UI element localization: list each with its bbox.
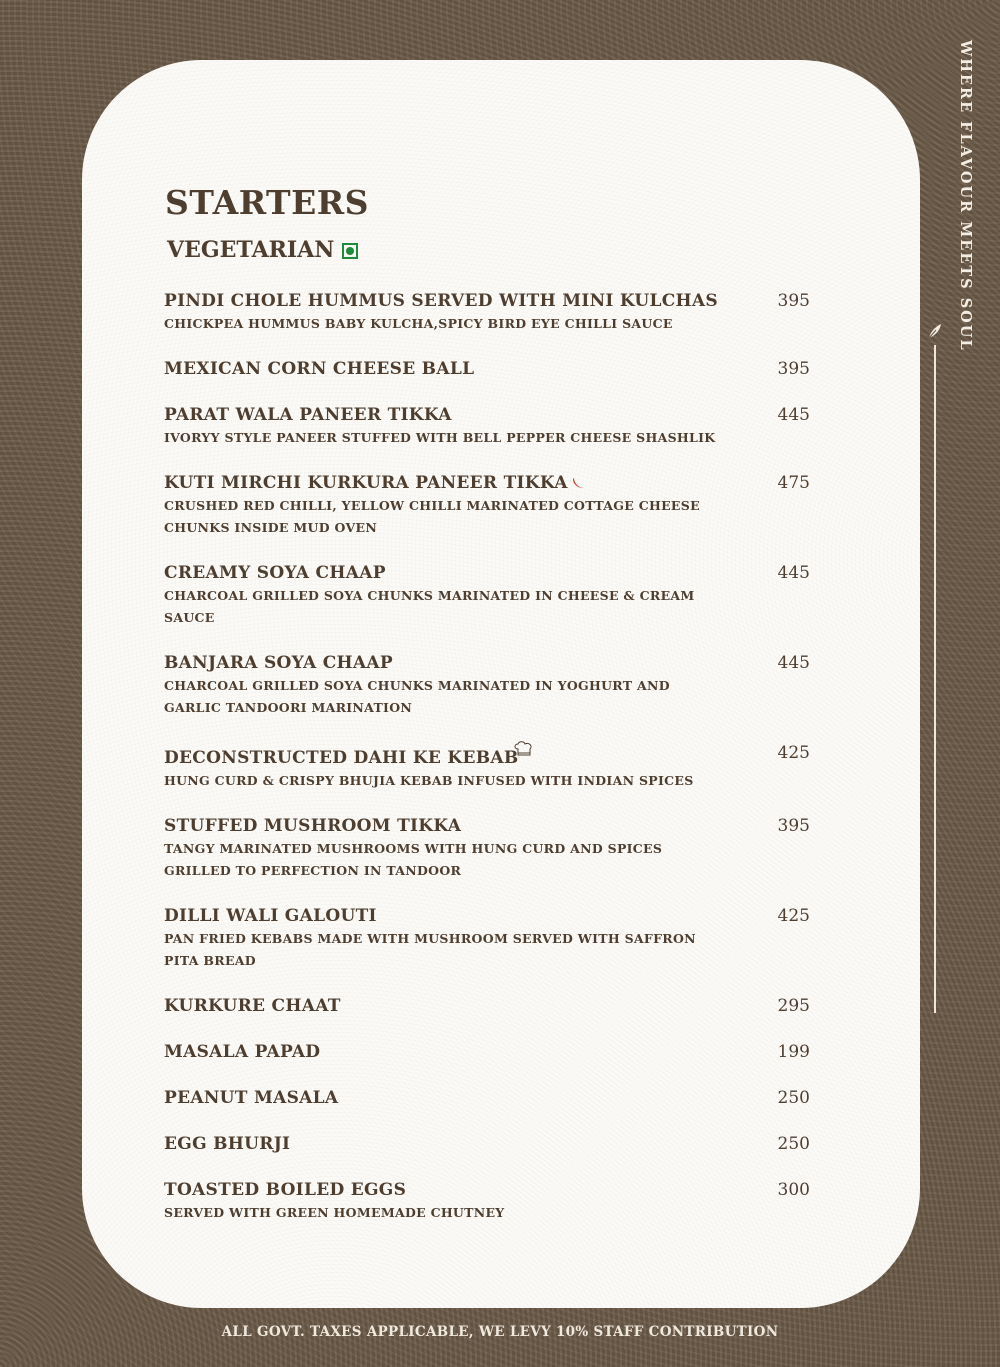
- leaf-icon: [927, 322, 943, 340]
- item-name-row: [164, 741, 824, 770]
- menu-item: [164, 471, 824, 539]
- item-name: KUTI MIRCHI KURKURA PANEER TIKKA: [164, 473, 568, 493]
- menu-item: [164, 561, 824, 629]
- item-name: BANJARA SOYA CHAAP: [164, 653, 393, 673]
- menu-item: [164, 741, 824, 792]
- item-name: PEANUT MASALA: [164, 1088, 339, 1108]
- item-description: PAN FRIED KEBABS MADE WITH MUSHROOM SERVED WITH SAFFRON PITA BREAD: [164, 931, 696, 968]
- item-price: 425: [777, 743, 810, 763]
- item-price: 445: [777, 563, 810, 583]
- menu-item: [164, 1040, 824, 1064]
- menu-item: [164, 289, 824, 335]
- menu-item: [164, 403, 824, 449]
- item-price: 295: [777, 996, 810, 1016]
- item-description: TANGY MARINATED MUSHROOMS WITH HUNG CURD AND SPICES GRILLED TO PERFECTION IN TANDOOR: [164, 841, 663, 878]
- footer-note: ALL GOVT. TAXES APPLICABLE, WE LEVY 10% STAFF CONTRIBUTION: [221, 1324, 779, 1340]
- menu-item: [164, 1132, 824, 1156]
- menu-item: [164, 1178, 824, 1224]
- item-name: CREAMY SOYA CHAAP: [164, 563, 386, 583]
- item-name: TOASTED BOILED EGGS: [164, 1180, 407, 1200]
- menu-item: [164, 904, 824, 972]
- tagline-divider: [934, 345, 936, 1013]
- item-name: EGG BHURJI: [164, 1134, 291, 1154]
- menu-item: [164, 994, 824, 1018]
- menu-item: [164, 651, 824, 719]
- item-description: HUNG CURD & CRISPY BHUJIA KEBAB INFUSED WITH INDIAN SPICES: [164, 773, 694, 788]
- item-name: DECONSTRUCTED DAHI KE KEBAB: [164, 748, 519, 768]
- item-description: SERVED WITH GREEN HOMEMADE CHUTNEY: [164, 1205, 505, 1220]
- item-price: 395: [777, 359, 810, 379]
- item-description: CRUSHED RED CHILLI, YELLOW CHILLI MARINATED COTTAGE CHEESE CHUNKS INSIDE MUD OVEN: [164, 498, 700, 535]
- menu-item: [164, 814, 824, 882]
- item-description: IVORYY STYLE PANEER STUFFED WITH BELL PEPPER CHEESE SHASHLIK: [164, 430, 716, 445]
- item-name-row: [164, 471, 824, 495]
- item-name: MASALA PAPAD: [164, 1042, 321, 1062]
- item-description: CHICKPEA HUMMUS BABY KULCHA,SPICY BIRD EYE CHILLI SAUCE: [164, 316, 673, 331]
- item-name: PARAT WALA PANEER TIKKA: [164, 405, 452, 425]
- item-name: DILLI WALI GALOUTI: [164, 906, 377, 926]
- item-name: KURKURE CHAAT: [164, 996, 341, 1016]
- item-price: 395: [777, 291, 810, 311]
- item-description: CHARCOAL GRILLED SOYA CHUNKS MARINATED IN YOGHURT AND GARLIC TANDOORI MARINATION: [164, 678, 670, 715]
- item-name: PINDI CHOLE HUMMUS SERVED WITH MINI KULCHAS: [164, 291, 718, 311]
- item-name: MEXICAN CORN CHEESE BALL: [164, 359, 475, 379]
- item-name: STUFFED MUSHROOM TIKKA: [164, 816, 462, 836]
- subsection-title: [167, 237, 358, 263]
- item-price: 445: [777, 653, 810, 673]
- item-price: 425: [777, 906, 810, 926]
- item-price: 395: [777, 816, 810, 836]
- item-price: 250: [777, 1134, 810, 1154]
- veg-symbol-icon: [342, 243, 358, 259]
- item-price: 199: [777, 1042, 810, 1062]
- chef-hat-icon: [513, 741, 535, 757]
- item-price: 250: [777, 1088, 810, 1108]
- menu-item: [164, 357, 824, 381]
- menu-item: [164, 1086, 824, 1110]
- item-price: 475: [777, 473, 810, 493]
- menu-items: [164, 289, 824, 1246]
- subsection-label: VEGETARIAN: [167, 237, 335, 263]
- tagline-text: WHERE FLAVOUR MEETS SOUL: [957, 40, 974, 352]
- item-price: 300: [777, 1180, 810, 1200]
- section-title: STARTERS: [165, 183, 369, 222]
- chilli-icon: [572, 477, 584, 489]
- item-description: CHARCOAL GRILLED SOYA CHUNKS MARINATED IN CHEESE & CREAM SAUCE: [164, 588, 695, 625]
- item-price: 445: [777, 405, 810, 425]
